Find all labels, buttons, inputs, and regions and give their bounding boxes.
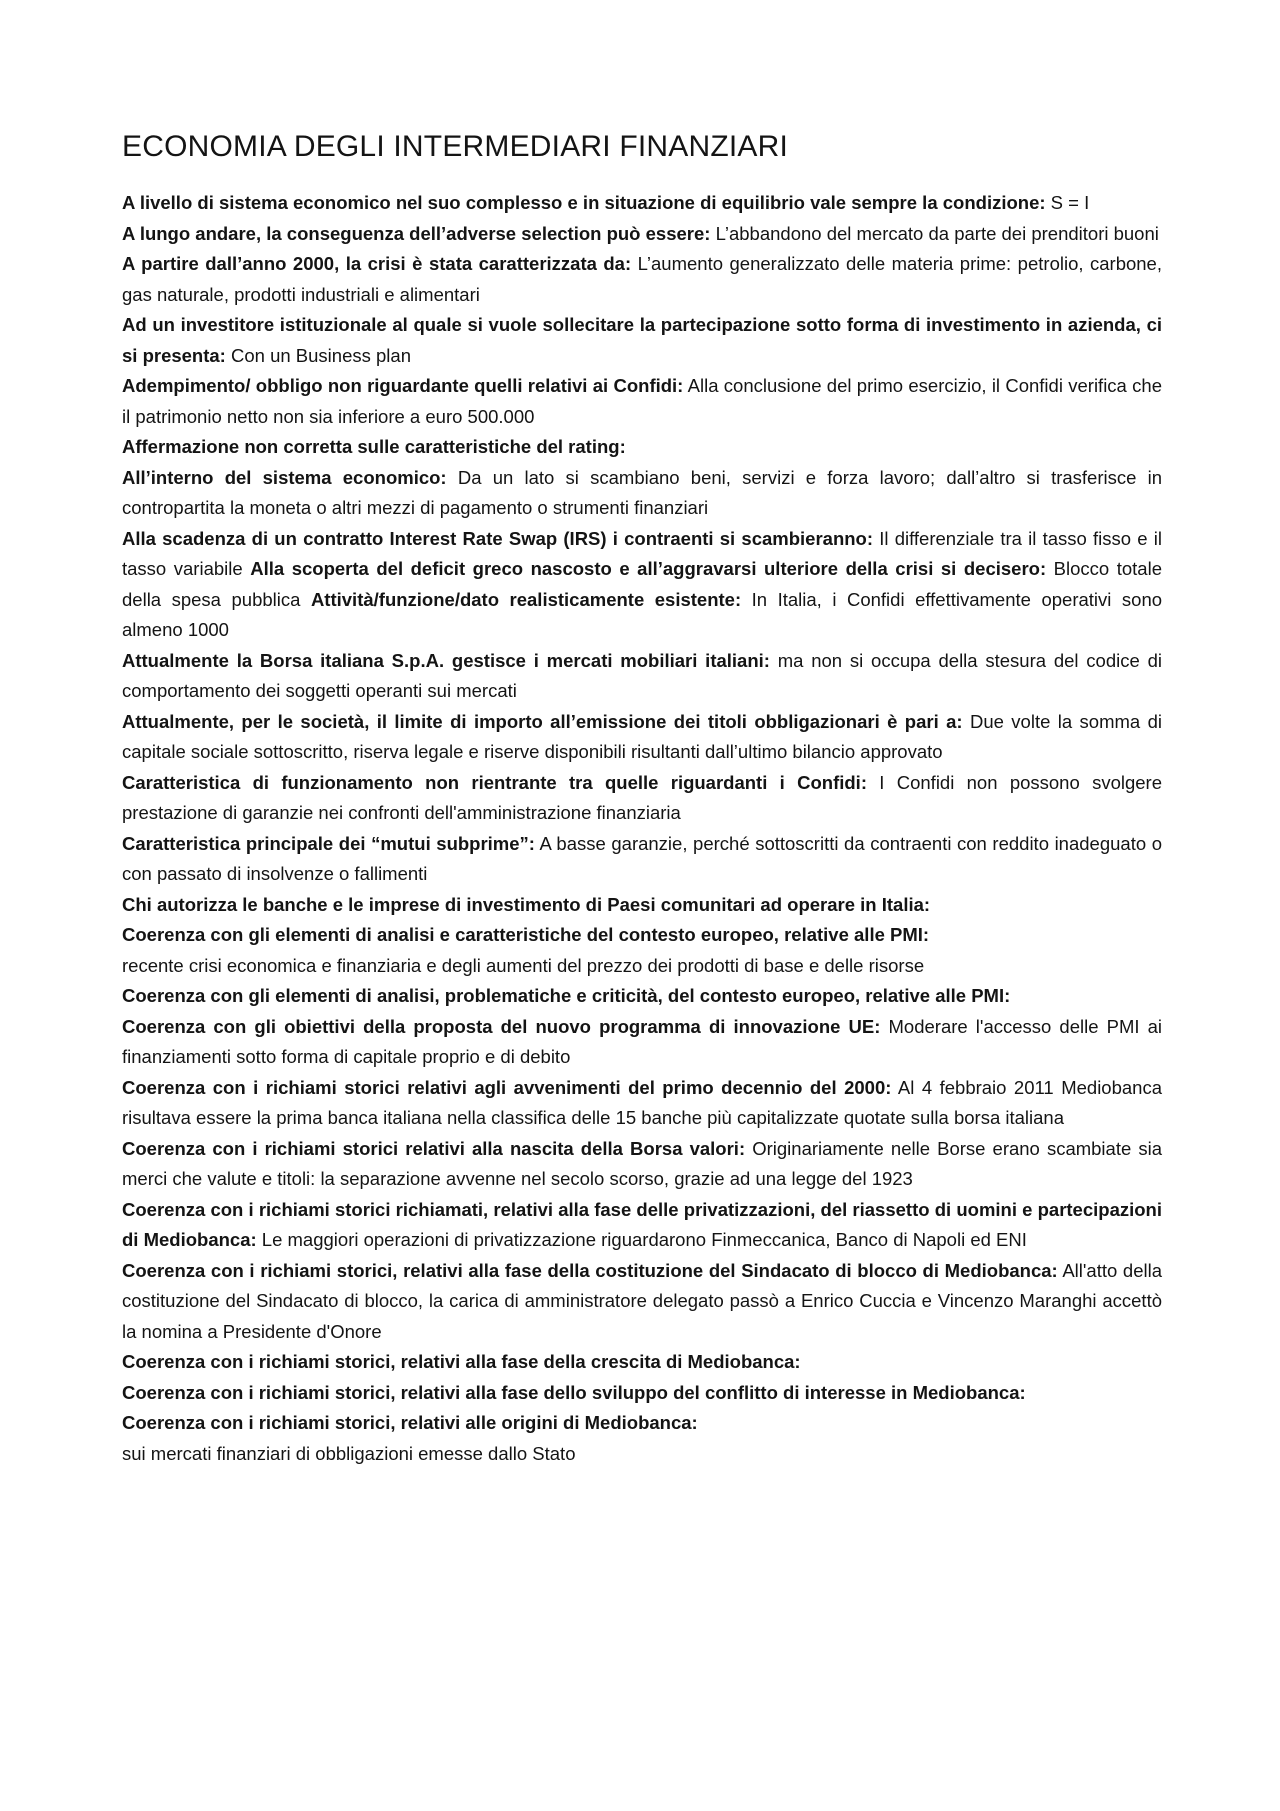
qa-entry <box>122 1012 1162 1073</box>
question-text: All’interno del sistema economico: <box>122 466 447 488</box>
question-text: Coerenza con gli elementi di analisi e caratteristiche del contesto europeo, relative alle PMI: <box>122 924 930 945</box>
qa-entry <box>122 371 1162 432</box>
question-text: A livello di sistema economico nel suo complesso e in situazione di equilibrio vale sempre la condizione: <box>122 192 1046 213</box>
document-page <box>122 128 1162 1469</box>
qa-entry <box>122 920 1162 951</box>
question-text: A partire dall’anno 2000, la crisi è stata caratterizzata da: <box>122 253 632 274</box>
answer-text: Al 4 febbraio 2011 Mediobanca risultava essere la prima banca italiana nella classifica delle 15 banche più capitalizzate quotate sulla borsa italiana <box>122 1076 1162 1128</box>
question-text: Coerenza con i richiami storici, relativi alle origini di Mediobanca: <box>122 1412 698 1433</box>
qa-entry <box>122 188 1162 219</box>
answer-text: S = I <box>1050 192 1090 213</box>
qa-entry <box>122 524 1162 646</box>
answer-text: Blocco totale della spesa pubblica <box>122 558 1162 610</box>
qa-entry <box>122 890 1162 921</box>
question-text: Coerenza con i richiami storici, relativi alla fase dello sviluppo del conflitto di interesse in Mediobanca: <box>122 1381 1026 1403</box>
question-text: Adempimento/ obbligo non riguardante quelli relativi ai Confidi: <box>122 375 684 396</box>
question-text: Coerenza con i richiami storici, relativi alla fase della costituzione del Sindacato di blocco di Mediobanca: <box>122 1259 1058 1281</box>
qa-entry <box>122 1408 1162 1439</box>
qa-entry <box>122 1378 1162 1409</box>
question-text: A lungo andare, la conseguenza dell’adverse selection può essere: <box>122 222 711 244</box>
answer-text: Con un Business plan <box>231 344 411 366</box>
question-text: Alla scadenza di un contratto Interest Rate Swap (IRS) i contraenti si scambieranno: <box>122 527 874 549</box>
question-text: Attività/funzione/dato realisticamente esistente: <box>310 588 742 610</box>
qa-entry <box>122 1073 1162 1134</box>
qa-entry <box>122 1439 1162 1470</box>
qa-entry <box>122 249 1162 310</box>
qa-entry <box>122 1256 1162 1348</box>
qa-entry <box>122 432 1162 463</box>
answer-text: recente crisi economica e finanziaria e degli aumenti del prezzo dei prodotti di base e delle risorse <box>122 954 925 976</box>
question-text: Coerenza con i richiami storici, relativi alla fase della crescita di Mediobanca: <box>122 1351 801 1372</box>
question-text: Attualmente, per le società, il limite di importo all’emissione dei titoli obbligazionari è pari a: <box>122 710 963 732</box>
question-text: Coerenza con gli elementi di analisi, problematiche e criticità, del contesto europeo, relative alle PMI: <box>122 985 1011 1006</box>
question-text: Affermazione non corretta sulle caratteristiche del rating: <box>122 436 626 457</box>
document-title: ECONOMIA DEGLI INTERMEDIARI FINANZIARI <box>122 130 789 163</box>
question-text: Chi autorizza le banche e le imprese di investimento di Paesi comunitari ad operare in Italia: <box>122 893 931 915</box>
answer-text: In Italia, i Confidi effettivamente operativi sono almeno 1000 <box>122 588 1163 640</box>
answer-text: Moderare l'accesso delle PMI ai finanziamenti sotto forma di capitale proprio e di debito <box>122 1015 1163 1067</box>
question-text: Coerenza con gli obiettivi della proposta del nuovo programma di innovazione UE: <box>122 1015 881 1037</box>
question-text: Caratteristica di funzionamento non rientrante tra quelle riguardanti i Confidi: <box>122 771 867 793</box>
qa-entry <box>122 768 1162 829</box>
question-text: Caratteristica principale dei “mutui subprime”: <box>122 832 535 854</box>
answer-text: A basse garanzie, perché sottoscritti da contraenti con reddito inadeguato o con passato di insolvenze o fallimenti <box>122 832 1162 884</box>
qa-entry <box>122 310 1162 371</box>
qa-entry <box>122 1347 1162 1378</box>
qa-entry <box>122 463 1162 524</box>
answer-text: I Confidi non possono svolgere prestazione di garanzie nei confronti dell'amministrazione finanziaria <box>122 771 1162 823</box>
qa-entry <box>122 1134 1162 1195</box>
qa-entry <box>122 981 1162 1012</box>
qa-entry <box>122 1195 1162 1256</box>
answer-text: Le maggiori operazioni di privatizzazione riguardarono Finmeccanica, Banco di Napoli ed ENI <box>261 1229 1027 1250</box>
qa-entry <box>122 219 1162 250</box>
answer-text: L’abbandono del mercato da parte dei prenditori buoni <box>715 222 1159 244</box>
answer-text: Da un lato si scambiano beni, servizi e forza lavoro; dall’altro si trasferisce in contropartita la moneta o altri mezzi di pagamento o strumenti finanziari <box>122 466 1163 518</box>
answer-text: Due volte la somma di capitale sociale sottoscritto, riserva legale e riserve disponibili risultanti dall’ultimo bilancio approvato <box>122 710 1163 762</box>
qa-entry <box>122 707 1162 768</box>
answer-text: Alla conclusione del primo esercizio, il Confidi verifica che il patrimonio netto non sia inferiore a euro 500.000 <box>122 375 1162 427</box>
answer-text: ma non si occupa della stesura del codice di comportamento dei soggetti operanti sui mercati <box>122 649 1162 701</box>
question-text: Coerenza con i richiami storici relativi alla nascita della Borsa valori: <box>122 1137 746 1159</box>
question-text: Coerenza con i richiami storici relativi agli avvenimenti del primo decennio del 2000: <box>122 1076 892 1098</box>
question-text: Attualmente la Borsa italiana S.p.A. gestisce i mercati mobiliari italiani: <box>122 649 770 671</box>
question-text: Coerenza con i richiami storici richiamati, relativi alla fase delle privatizzazioni, del riassetto di uomini e partecipazioni di Mediobanca: <box>122 1198 1162 1250</box>
question-text: Ad un investitore istituzionale al quale si vuole sollecitare la partecipazione sotto forma di investimento in azienda, ci si presenta: <box>122 314 1162 366</box>
answer-text: L’aumento generalizzato delle materia prime: petrolio, carbone, gas naturale, prodotti industriali e alimentari <box>122 253 1162 305</box>
answer-text: sui mercati finanziari di obbligazioni emesse dallo Stato <box>122 1442 576 1464</box>
qa-entry <box>122 646 1162 707</box>
entries-list <box>122 188 1162 1469</box>
question-text: Alla scoperta del deficit greco nascosto e all’aggravarsi ulteriore della crisi si decisero: <box>250 558 1047 579</box>
qa-entry <box>122 951 1162 982</box>
answer-text: All'atto della costituzione del Sindacato di blocco, la carica di amministratore delegato passò a Enrico Cuccia e Vincenzo Maranghi accettò la nomina a Presidente d'Onore <box>122 1259 1162 1342</box>
qa-entry <box>122 829 1162 890</box>
answer-text: Il differenziale tra il tasso fisso e il tasso variabile <box>122 527 1162 579</box>
answer-text: Originariamente nelle Borse erano scambiate sia merci che valute e titoli: la separazione avvenne nel secolo scorso, grazie ad una legge del 1923 <box>122 1137 1163 1189</box>
